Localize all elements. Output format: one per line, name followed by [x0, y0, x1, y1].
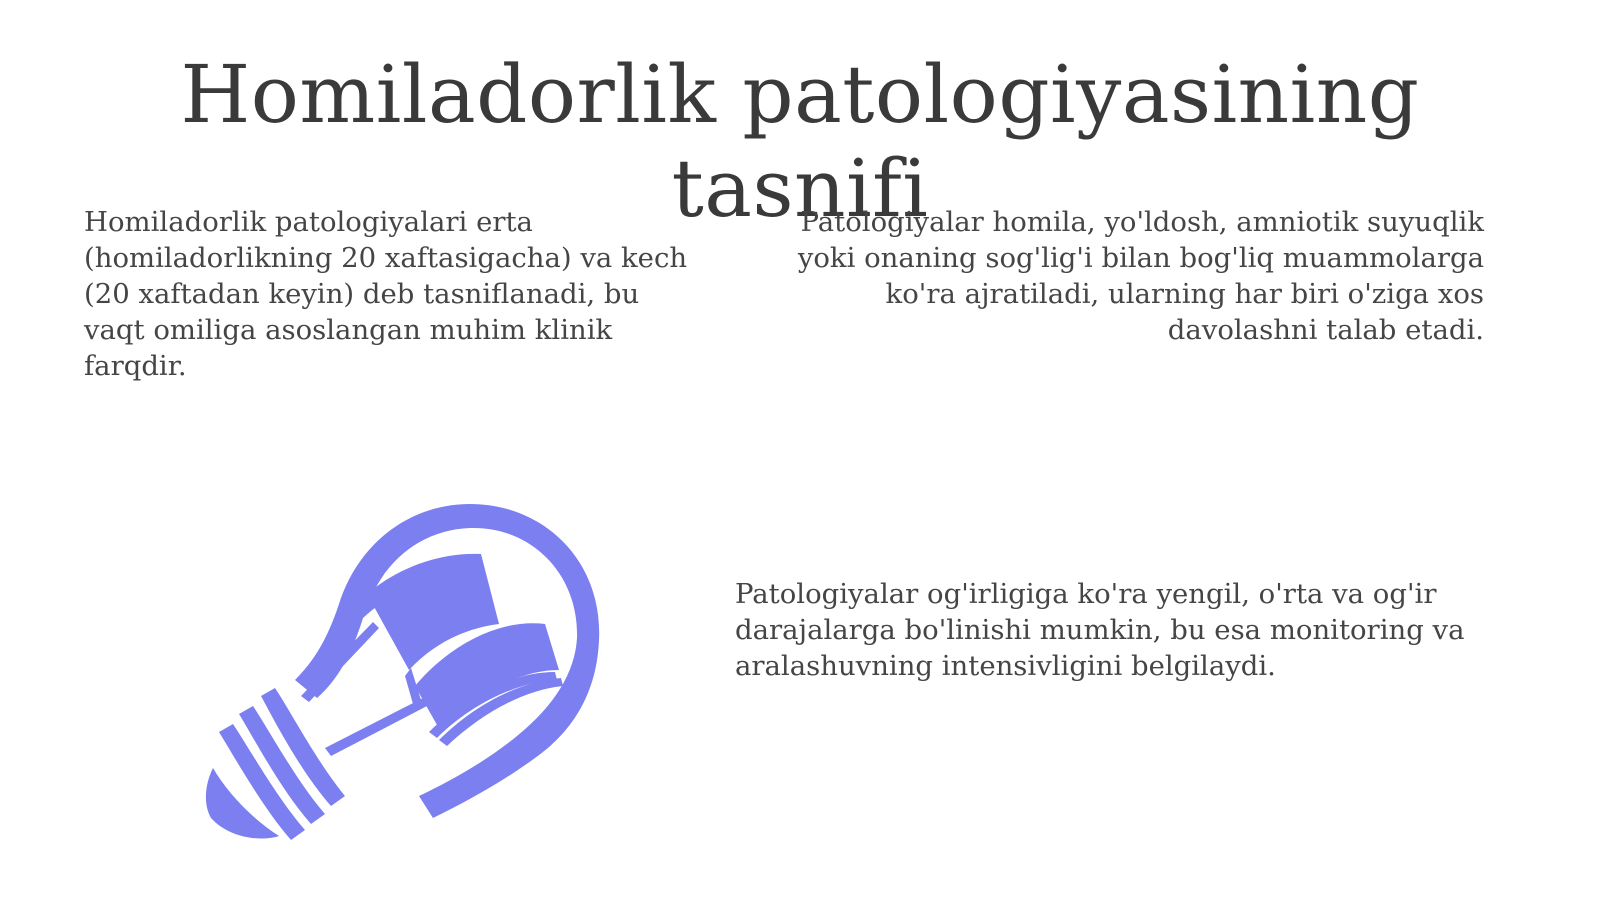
- slide-title: Homiladorlik patologiyasining tasnifi: [180, 47, 1420, 235]
- lightbulb-with-open-book-icon: [205, 500, 625, 852]
- paragraph-severity-classification: Patologiyalar og'irligiga ko'ra yengil, o'rta va og'ir darajalarga bo'linishi mumkin, bu esa monitoring va aralashuvning intensivligini belgilaydi.: [735, 578, 1465, 682]
- paragraph-timing-classification: Homiladorlik patologiyalari erta (homiladorlikning 20 xaftasigacha) va kech (20 xaftadan keyin) deb tasniflanadi, bu vaqt omiliga asoslangan muhim klinik farqdir.: [84, 206, 688, 382]
- paragraph-source-classification: Patologiyalar homila, yo'ldosh, amniotik suyuqlik yoki onaning sog'lig'i bilan bog'liq muammolarga ko'ra ajratiladi, ularning har biri o'ziga xos davolashni talab etadi.: [797, 206, 1484, 346]
